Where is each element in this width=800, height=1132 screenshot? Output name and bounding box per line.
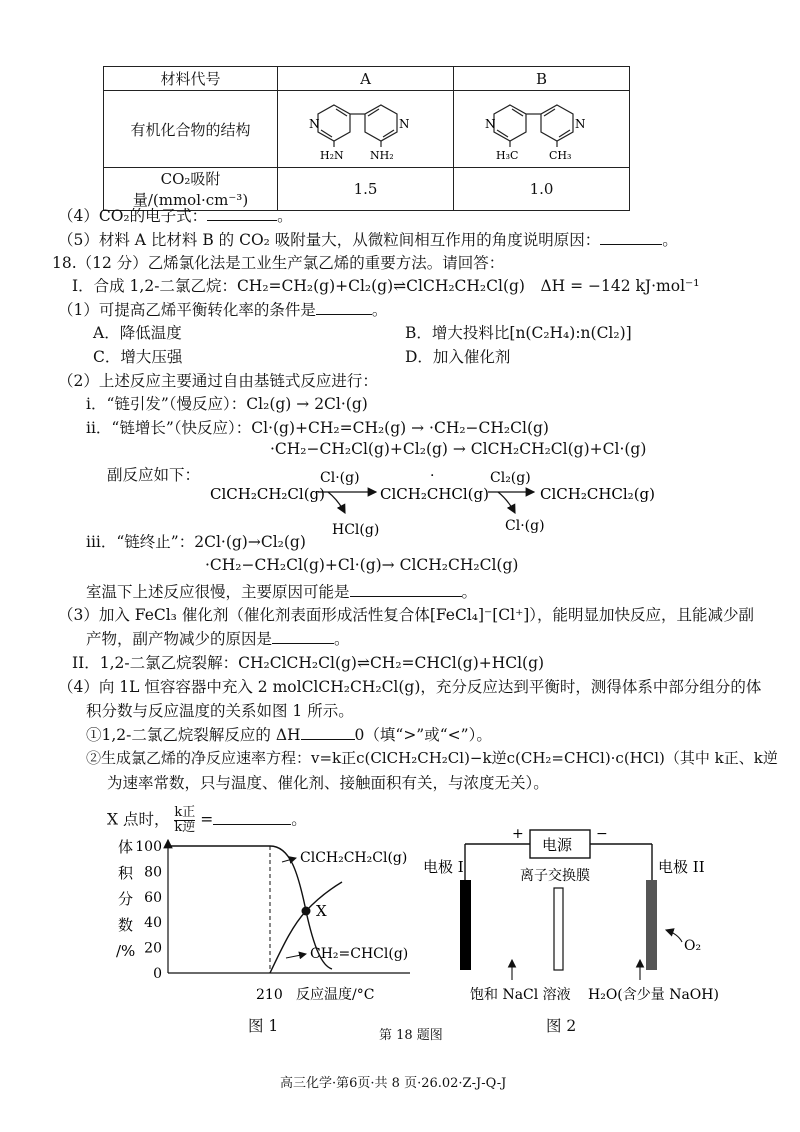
curve2-label: CH₂=CHCl(g) [310,946,409,962]
membrane-label: 离子交换膜 [520,868,590,884]
side-reagent-1: Cl·(g) [320,470,360,486]
sub-question-4-1: ①1,2-二氯乙烷裂解反应的 ΔH 0（填“>”或“<”）。 [86,723,492,745]
y-axis-label-char: 积 [118,864,134,882]
sub-question-4-2b: 为速率常数，只与温度、催化剂、接触面积有关，与浓度无关）。 [107,774,549,792]
a-sub-1: H₂N [320,149,344,162]
adsorption-a: 1.5 [278,168,454,211]
table-header-a: A [278,67,454,91]
y-tick-label: 40 [144,915,162,932]
b-sub-2: CH₃ [549,149,572,162]
sub-question-4a: （4）向 1L 恒容容器中充入 2 molClCH₂CH₂Cl(g)，充分反应达到平衡时，测得体系中部分组分的体 [58,678,762,696]
question-5: （5）材料 A 比材料 B 的 CO₂ 吸附量大，从微粒间相互作用的角度说明原因： 。 [58,228,678,250]
curve1-label: ClCH₂CH₂Cl(g) [300,850,408,866]
part-2-equation: II．1,2-二氯乙烷裂解：CH₂ClCH₂Cl(g)⇌CH₂=CHCl(g)+HCl(g) [72,654,545,672]
y-axis-label-char: 数 [118,916,134,934]
side-product-2: Cl·(g) [505,518,545,534]
power-label: 电源 [542,836,573,854]
sub-question-2: （2）上述反应主要通过自由基链式反应进行： [58,372,378,390]
x-axis-label: 反应温度/°C [296,987,375,1003]
answer-blank[interactable] [272,628,334,645]
table-adsorption-label: CO₂吸附量/(mmol·cm⁻³) [104,168,278,211]
answer-blank[interactable] [301,724,355,741]
chain-initiation: i．“链引发”（慢反应）：Cl₂(g) → 2Cl·(g) [86,395,368,413]
side-product-1: HCl(g) [332,522,380,538]
y-tick-label: 0 [153,966,162,982]
minus-sign: − [596,826,608,842]
option-d[interactable]: D．加入催化剂 [405,348,511,366]
k-ratio: k正 k逆 [174,805,196,835]
chain-propagation-1: ii．“链增长”（快反应）：Cl·(g)+CH₂=CH₂(g) → ·CH₂−CH₂Cl(g) [86,419,549,437]
answer-blank[interactable] [600,229,662,246]
electrode-1 [460,880,471,970]
point-x-label: X [316,902,327,920]
figure-group-caption: 第 18 题图 [379,1028,443,1043]
svg-text:·: · [430,468,435,484]
y-axis-label-char: 体 [118,838,134,856]
ring-n-left: N [309,117,320,131]
sub-question-4-2a: ②生成氯乙烯的净反应速率方程：v=k正c(ClCH₂CH₂Cl)−k逆c(CH₂=CHCl)·c(HCl)（其中 k正、k逆 [86,749,778,767]
plus-sign: + [512,826,524,842]
y-axis-label-char: /% [116,942,136,960]
y-tick-label: 60 [144,889,162,906]
x-tick-210: 210 [256,987,283,1003]
right-solution-label: H₂O(含少量 NaOH) [588,987,719,1003]
side-reagent-2: Cl₂(g) [490,470,531,486]
option-a[interactable]: A．降低温度 [93,324,182,342]
electrode-2 [646,880,657,970]
electrode-1-label: 电极 I [423,858,464,876]
ring-n-right: N [399,117,410,131]
figure-1-caption: 图 1 [248,1017,279,1035]
y-tick-label: 100 [135,839,162,855]
question-4-co2: （4）CO₂的电子式： 。 [58,204,293,226]
question-18-intro: 18.（12 分）乙烯氯化法是工业生产氯乙烯的重要方法。请回答： [52,254,505,272]
sub-question-3b: 产物，副产物减少的原因是 。 [86,627,350,649]
room-temp-question: 室温下上述反应很慢，主要原因可能是 。 [86,580,477,602]
table-header-b: B [454,67,630,91]
side-reaction-label: 副反应如下： [107,466,201,484]
part-1-equation: I．合成 1,2-二氯乙烷：CH₂=CH₂(g)+Cl₂(g)⇌ClCH₂CH₂Cl(g) ΔH = −142 kJ·mol⁻¹ [72,277,700,295]
ring-n-right-b: N [575,117,586,131]
y-axis-label-char: 分 [118,890,134,908]
page-footer: 高三化学·第6页·共 8 页·26.02·Z-J-Q-J [280,1076,507,1091]
structure-b-cell [454,91,630,168]
answer-blank[interactable] [316,299,372,316]
b-sub-1: H₃C [496,149,519,162]
sub-question-3a: （3）加入 FeCl₃ 催化剂（催化剂表面形成活性复合体[FeCl₄]⁻[Cl⁺]），能明显加快反应，且能减少副 [58,606,755,624]
point-x [302,907,311,916]
a-sub-2: NH₂ [370,149,394,162]
side-species-3: ClCH₂CHCl₂(g) [540,485,655,503]
structure-b-diagram [454,91,629,163]
structure-a-diagram [278,91,453,163]
sub-question-4b: 积分数与反应温度的关系如图 1 所示。 [86,702,354,720]
option-b[interactable]: B．增大投料比[n(C₂H₄):n(Cl₂)] [405,324,632,342]
structure-a-cell [278,91,454,168]
adsorption-b: 1.0 [454,168,630,211]
answer-blank[interactable] [213,808,291,825]
answer-blank[interactable] [207,205,277,222]
figure-1-chart [110,836,440,1006]
electrode-2-label: 电极 II [658,858,705,876]
materials-table [103,66,630,211]
sub-question-1: （1）可提高乙烯平衡转化率的条件是 。 [58,298,387,320]
figure-2-electrolysis [420,822,740,1012]
ring-n-left-b: N [485,117,496,131]
table-structure-label: 有机化合物的结构 [104,91,278,168]
left-solution-label: 饱和 NaCl 溶液 [470,987,571,1003]
y-tick-label: 80 [144,864,162,881]
chain-termination-1: iii．“链终止”：2Cl·(g)→Cl₂(g) [86,533,306,551]
ion-exchange-membrane [554,888,563,970]
side-species-2: ClCH₂CHCl(g) [380,485,489,503]
y-tick-label: 20 [144,940,162,957]
x-point-question: X 点时， k正 k逆 = 。 [107,805,307,835]
chain-propagation-2: ·CH₂−CH₂Cl(g)+Cl₂(g) → ClCH₂CH₂Cl(g)+Cl·(g) [270,440,647,458]
chain-termination-2: ·CH₂−CH₂Cl(g)+Cl·(g)→ ClCH₂CH₂Cl(g) [205,556,519,574]
side-species-1: ClCH₂CH₂Cl(g) [210,485,325,503]
o2-label: O₂ [684,938,702,954]
table-header-code: 材料代号 [104,67,278,91]
figure-2-caption: 图 2 [546,1017,577,1035]
answer-blank[interactable] [350,581,462,598]
option-c[interactable]: C．增大压强 [93,348,183,366]
